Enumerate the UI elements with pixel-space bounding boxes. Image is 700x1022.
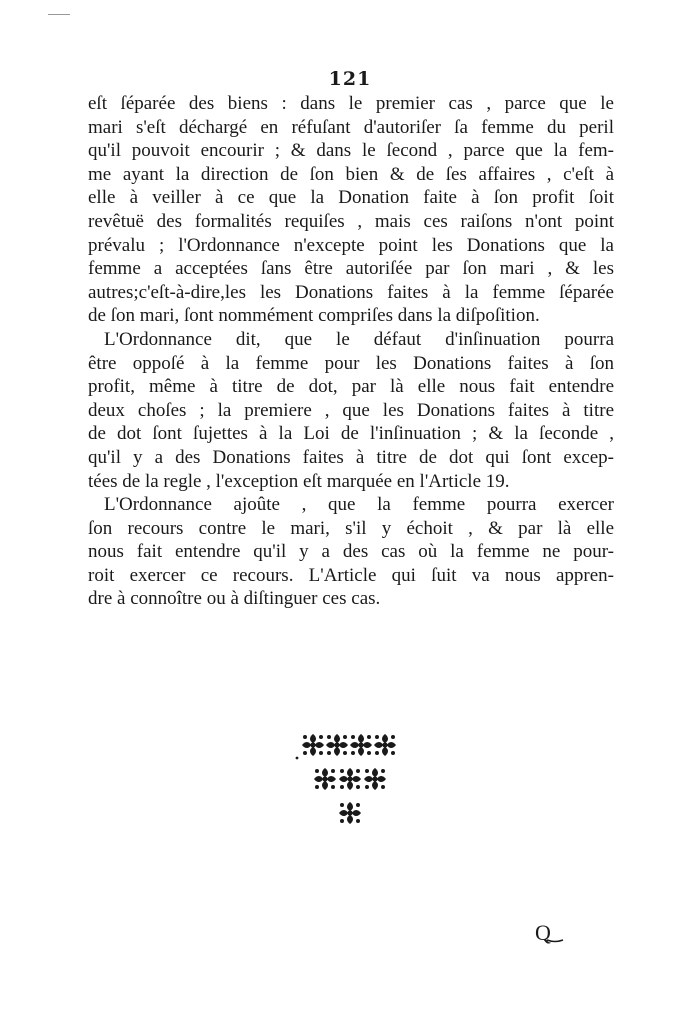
catchword-text: Q xyxy=(535,920,551,945)
text-line: roit exercer ce recours. L'Article qui ſuit va nous appren- xyxy=(88,564,614,586)
paragraph-3 xyxy=(88,493,614,611)
text-line: autres;c'eſt-à-dire,les les Donations faites à la femme ſéparée xyxy=(88,281,614,303)
text-line: qu'il pouvoit encourir ; & dans le ſecond , parce que la fem- xyxy=(88,140,614,162)
text-line: nous fait entendre qu'il y a des cas où la femme ne pour- xyxy=(88,541,614,563)
text-line: de ſon mari, ſont nommément compriſes dans la diſpoſition. xyxy=(88,305,540,327)
text-line: revêtuë des formalités requiſes , mais ces raiſons n'ont point xyxy=(88,210,614,232)
paragraph-1 xyxy=(88,92,614,328)
text-line: prévalu ; l'Ordonnance n'excepte point les Donations que la xyxy=(88,234,614,256)
text-line: me ayant la direction de ſon bien & de ſes affaires , c'eſt à xyxy=(88,163,614,185)
body-text xyxy=(88,92,614,611)
text-line: L'Ordonnance ajoûte , que la femme pourra exercer xyxy=(104,494,614,516)
text-line: ſon recours contre le mari, s'il y échoit , & par là elle xyxy=(88,517,614,539)
text-line: femme a acceptées ſans être autoriſée par ſon mari , & les xyxy=(88,258,614,280)
catchword xyxy=(533,920,573,946)
paragraph-2 xyxy=(88,328,614,493)
text-line: profit, même à titre de dot, par là elle nous fait entendre xyxy=(88,376,614,398)
text-line: eſt ſéparée des biens : dans le premier cas , parce que le xyxy=(88,93,614,114)
text-line: tées de la regle , l'exception eſt marquée en l'Article 19. xyxy=(88,470,510,492)
text-line: qu'il y a des Donations faites à titre de dot qui ſont excep- xyxy=(88,446,614,468)
text-line: être oppoſé à la femme pour les Donations faites à ſon xyxy=(88,352,614,374)
text-line: L'Ordonnance dit, que le défaut d'inſinuation pourra xyxy=(104,328,614,350)
text-line: deux choſes ; la premiere , que les Donations faites à titre xyxy=(88,399,614,421)
top-rule xyxy=(48,14,70,15)
text-line: dre à connoître ou à diſtinguer ces cas. xyxy=(88,588,381,610)
floral-tailpiece-icon xyxy=(294,728,406,832)
text-line: mari s'eſt déchargé en réfuſant d'autoriſer ſa femme du peril xyxy=(88,116,614,138)
page-number: 121 xyxy=(328,68,372,90)
text-line: elle à veiller à ce que la Donation faite à ſon profit ſoit xyxy=(88,187,614,209)
text-line: de dot ſont ſujettes à la Loi de l'inſinuation ; & la ſeconde , xyxy=(88,423,614,445)
